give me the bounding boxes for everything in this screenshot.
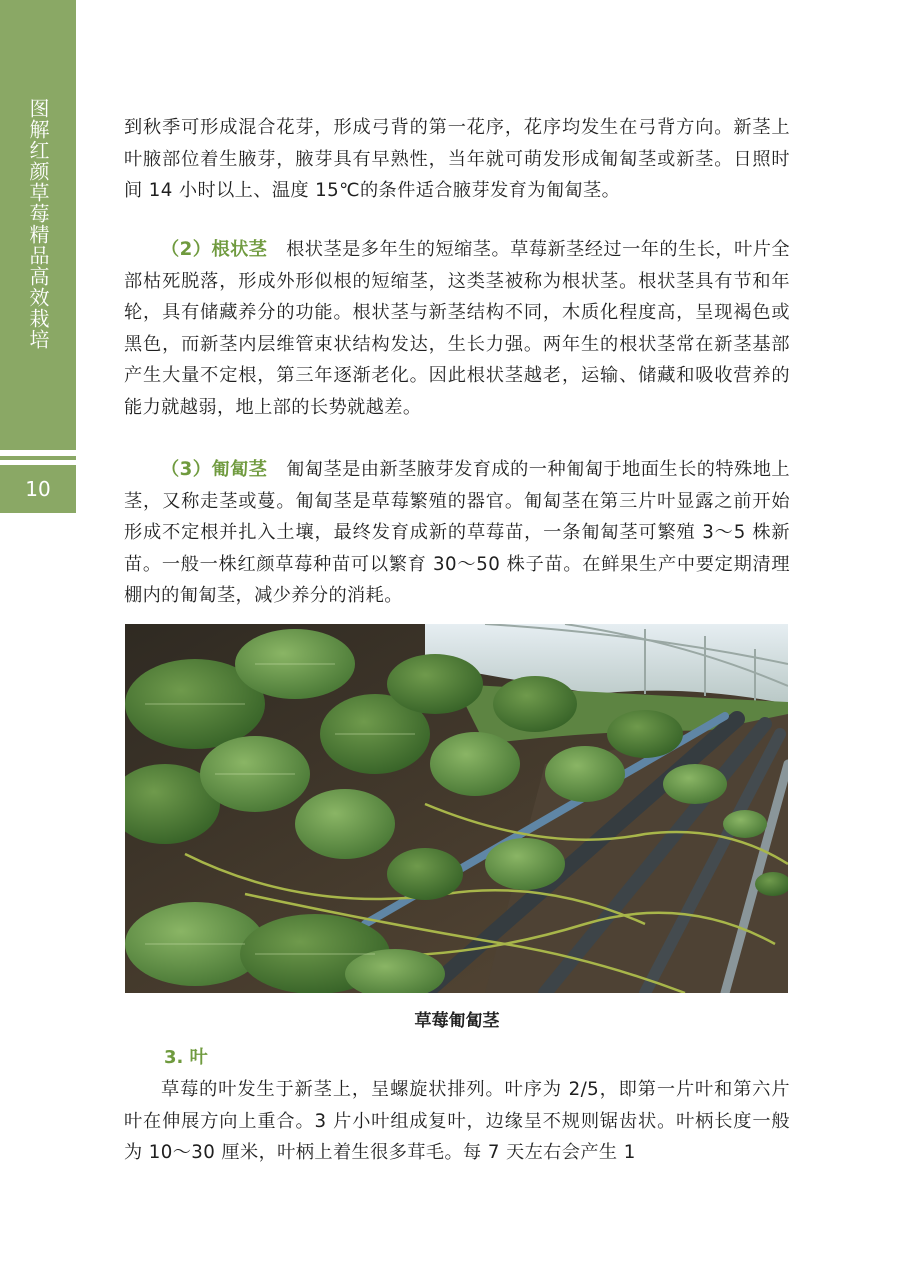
paragraph-rhizome-body: 根状茎是多年生的短缩茎。草莓新茎经过一年的生长，叶片全部枯死脱落，形成外形似根的短缩茎，这类茎被称为根状茎。根状茎具有节和年轮，具有储藏养分的功能。根状茎与新茎结构不同，木质化程度高，呈现褐色或黑色，而新茎内层维管束状结构发达，生长力强。两年生的根状茎常在新茎基部产生大量不定根，第三年逐渐老化。因此根状茎越老，运输、储藏和吸收营养的能力就越弱，地上部的长势就越差。 — [124, 239, 791, 418]
subheading-stolon: （3）匍匐茎 — [161, 459, 268, 480]
section-heading-leaf: 3. 叶 — [164, 1047, 208, 1068]
book-title: 图解红颜草莓精品高效栽培 — [26, 98, 50, 350]
figure-caption: 草莓匍匐茎 — [414, 1011, 500, 1031]
strawberry-runner-photo — [125, 624, 788, 993]
page-number: 10 — [25, 477, 51, 501]
paragraph-stolon-body: 匍匐茎是由新茎腋芽发育成的一种匍匐于地面生长的特殊地上茎，又称走茎或蔓。匍匐茎是草莓繁殖的器官。匍匐茎在第三片叶显露之前开始形成不定根并扎入土壤，最终发育成新的草莓苗，一条匍匐茎可繁殖 3～5 株新苗。一般一株红颜草莓种苗可以繁育 30～50 株子苗。在鲜果生产中要定期清理棚内的匍匐茎，减少养分的消耗。 — [124, 459, 791, 607]
paragraph-leaf: 草莓的叶发生于新茎上，呈螺旋状排列。叶序为 2/5，即第一片叶和第六片叶在伸展方向上重合。3 片小叶组成复叶，边缘呈不规则锯齿状。叶柄长度一般为 10～30 厘米，叶柄上着生很多茸毛。每 7 天左右会产生 1 — [124, 1079, 790, 1164]
paragraph-rhizome — [124, 234, 790, 424]
subheading-rhizome: （2）根状茎 — [161, 239, 268, 260]
paragraph-stolon — [124, 454, 790, 612]
paragraph-continuation: 到秋季可形成混合花芽，形成弓背的第一花序，花序均发生在弓背方向。新茎上叶腋部位着生腋芽，腋芽具有早熟性，当年就可萌发形成匍匐茎或新茎。日照时间 14 小时以上、温度 15℃的条件适合腋芽发育为匍匐茎。 — [124, 117, 790, 202]
sidebar-divider — [0, 456, 76, 460]
